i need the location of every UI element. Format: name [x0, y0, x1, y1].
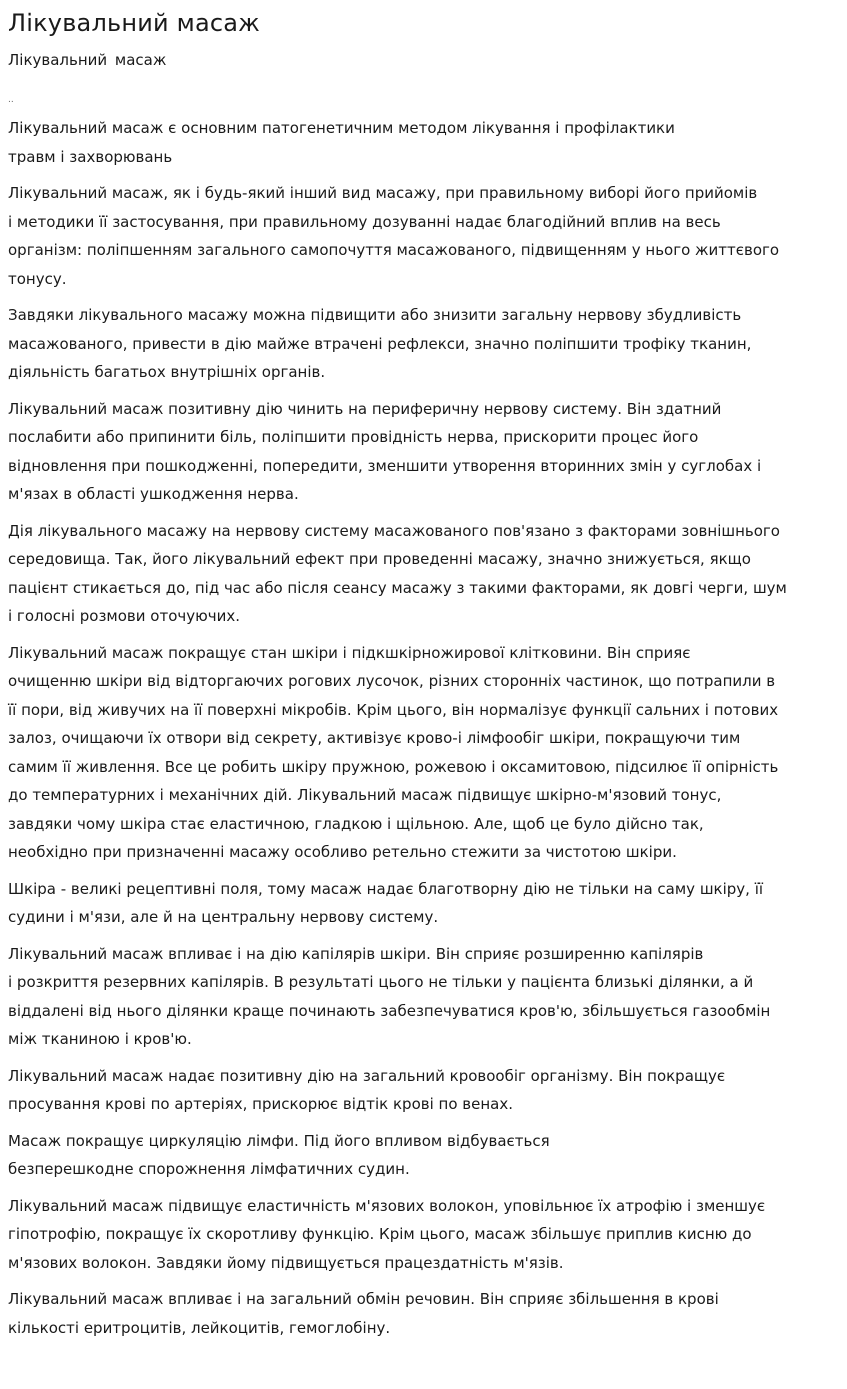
intro-paragraph: Лікувальний масаж є основним патогенетичним методом лікування і профілактики травм і захворювань — [8, 119, 675, 166]
paragraph: Дія лікувального масажу на нервову систему масажованого пов'язано з факторами зовнішнього середовища. Так, його лікувальний ефект при проведенні масажу, значно знижується, якщо пацієнт стикається до, під час або після сеансу масажу з такими факторами, як довгі черги, шум і голосні розмови оточуючих. — [8, 521, 787, 625]
separator-marker: .. — [8, 95, 14, 105]
paragraph: Лікувальний масаж впливає і на дію капілярів шкіри. Він сприяє розширенню капілярів і розкриття резервних капілярів. В результаті цього не тільки у пацієнта близькі ділянки, а й віддалені від нього ділянки краще починають забезпечуватися кров'ю, збільшується газообмін між тканиною і кров'ю. — [8, 944, 771, 1048]
paragraph: Завдяки лікувального масажу можна підвищити або знизити загальну нервову збудливість масажованого, привести в дію майже втрачені рефлекси, значно поліпшити трофіку тканин, діяльність багатьох внутрішніх органів. — [8, 306, 752, 381]
paragraph: Лікувальний масаж впливає і на загальний обмін речовин. Він сприяє збільшення в крові кількості еритроцитів, лейкоцитів, гемоглобіну. — [8, 1290, 719, 1337]
paragraph: Шкіра - великі рецептивні поля, тому масаж надає благотворну дію не тільки на саму шкіру, її судини і м'язи, але й на центральну нервову систему. — [8, 879, 764, 926]
paragraph: Лікувальний масаж підвищує еластичність м'язових волокон, уповільнює їх атрофію і зменшує гіпотрофію, покращує їх скоротливу функцію. Крім цього, масаж збільшує приплив кисню до м'язових волокон. Завдяки йому підвищується працездатність м'язів. — [8, 1196, 766, 1272]
page-title: Лікувальний масаж — [8, 9, 261, 37]
article-subtitle: Лікувальний масаж — [8, 51, 167, 69]
paragraph: Масаж покращує циркуляцію лімфи. Під його впливом відбувається безперешкодне спорожнення лімфатичних судин. — [8, 1131, 550, 1178]
article — [8, 0, 844, 1342]
paragraph: Лікувальний масаж позитивну дію чинить на периферичну нервову систему. Він здатний послабити або припинити біль, поліпшити провідність нерва, прискорити процес його відновлення при пошкодженні, попередити, зменшити утворення вторинних змін у суглобах і м'язах в області ушкодження нерва. — [8, 399, 762, 503]
paragraph: Лікувальний масаж покращує стан шкіри і підкшкірножирової клітковини. Він сприяє очищенню шкіри від відторгаючих рогових лусочок, різних сторонніх частинок, що потрапили в її пори, від живучих на її поверхні мікробів. Крім цього, він нормалізує функції сальних і потових залоз, очищаючи їх отвори від секрету, активізує крово-і лімфообіг шкіри, покращуючи тим самим її живлення. Все це робить шкіру пружною, рожевою і оксамитовою, підсилює її опірність до температурних і механічних дій. Лікувальний масаж підвищує шкірно-м'язовий тонус, завдяки чому шкіра стає еластичною, гладкою і щільною. Але, щоб це було дійсно так, необхідно при призначенні масажу особливо ретельно стежити за чистотою шкіри. — [8, 643, 779, 861]
paragraph: Лікувальний масаж надає позитивну дію на загальний кровообіг організму. Він покращує просування крові по артеріях, прискорює відтік крові по венах. — [8, 1066, 726, 1113]
paragraph: Лікувальний масаж, як і будь-який інший вид масажу, при правильному виборі його прийомів і методики її застосування, при правильному дозуванні надає благодійний вплив на весь організм: поліпшенням загального самопочуття масажованого, підвищенням у нього життєвого тонусу. — [8, 184, 780, 288]
